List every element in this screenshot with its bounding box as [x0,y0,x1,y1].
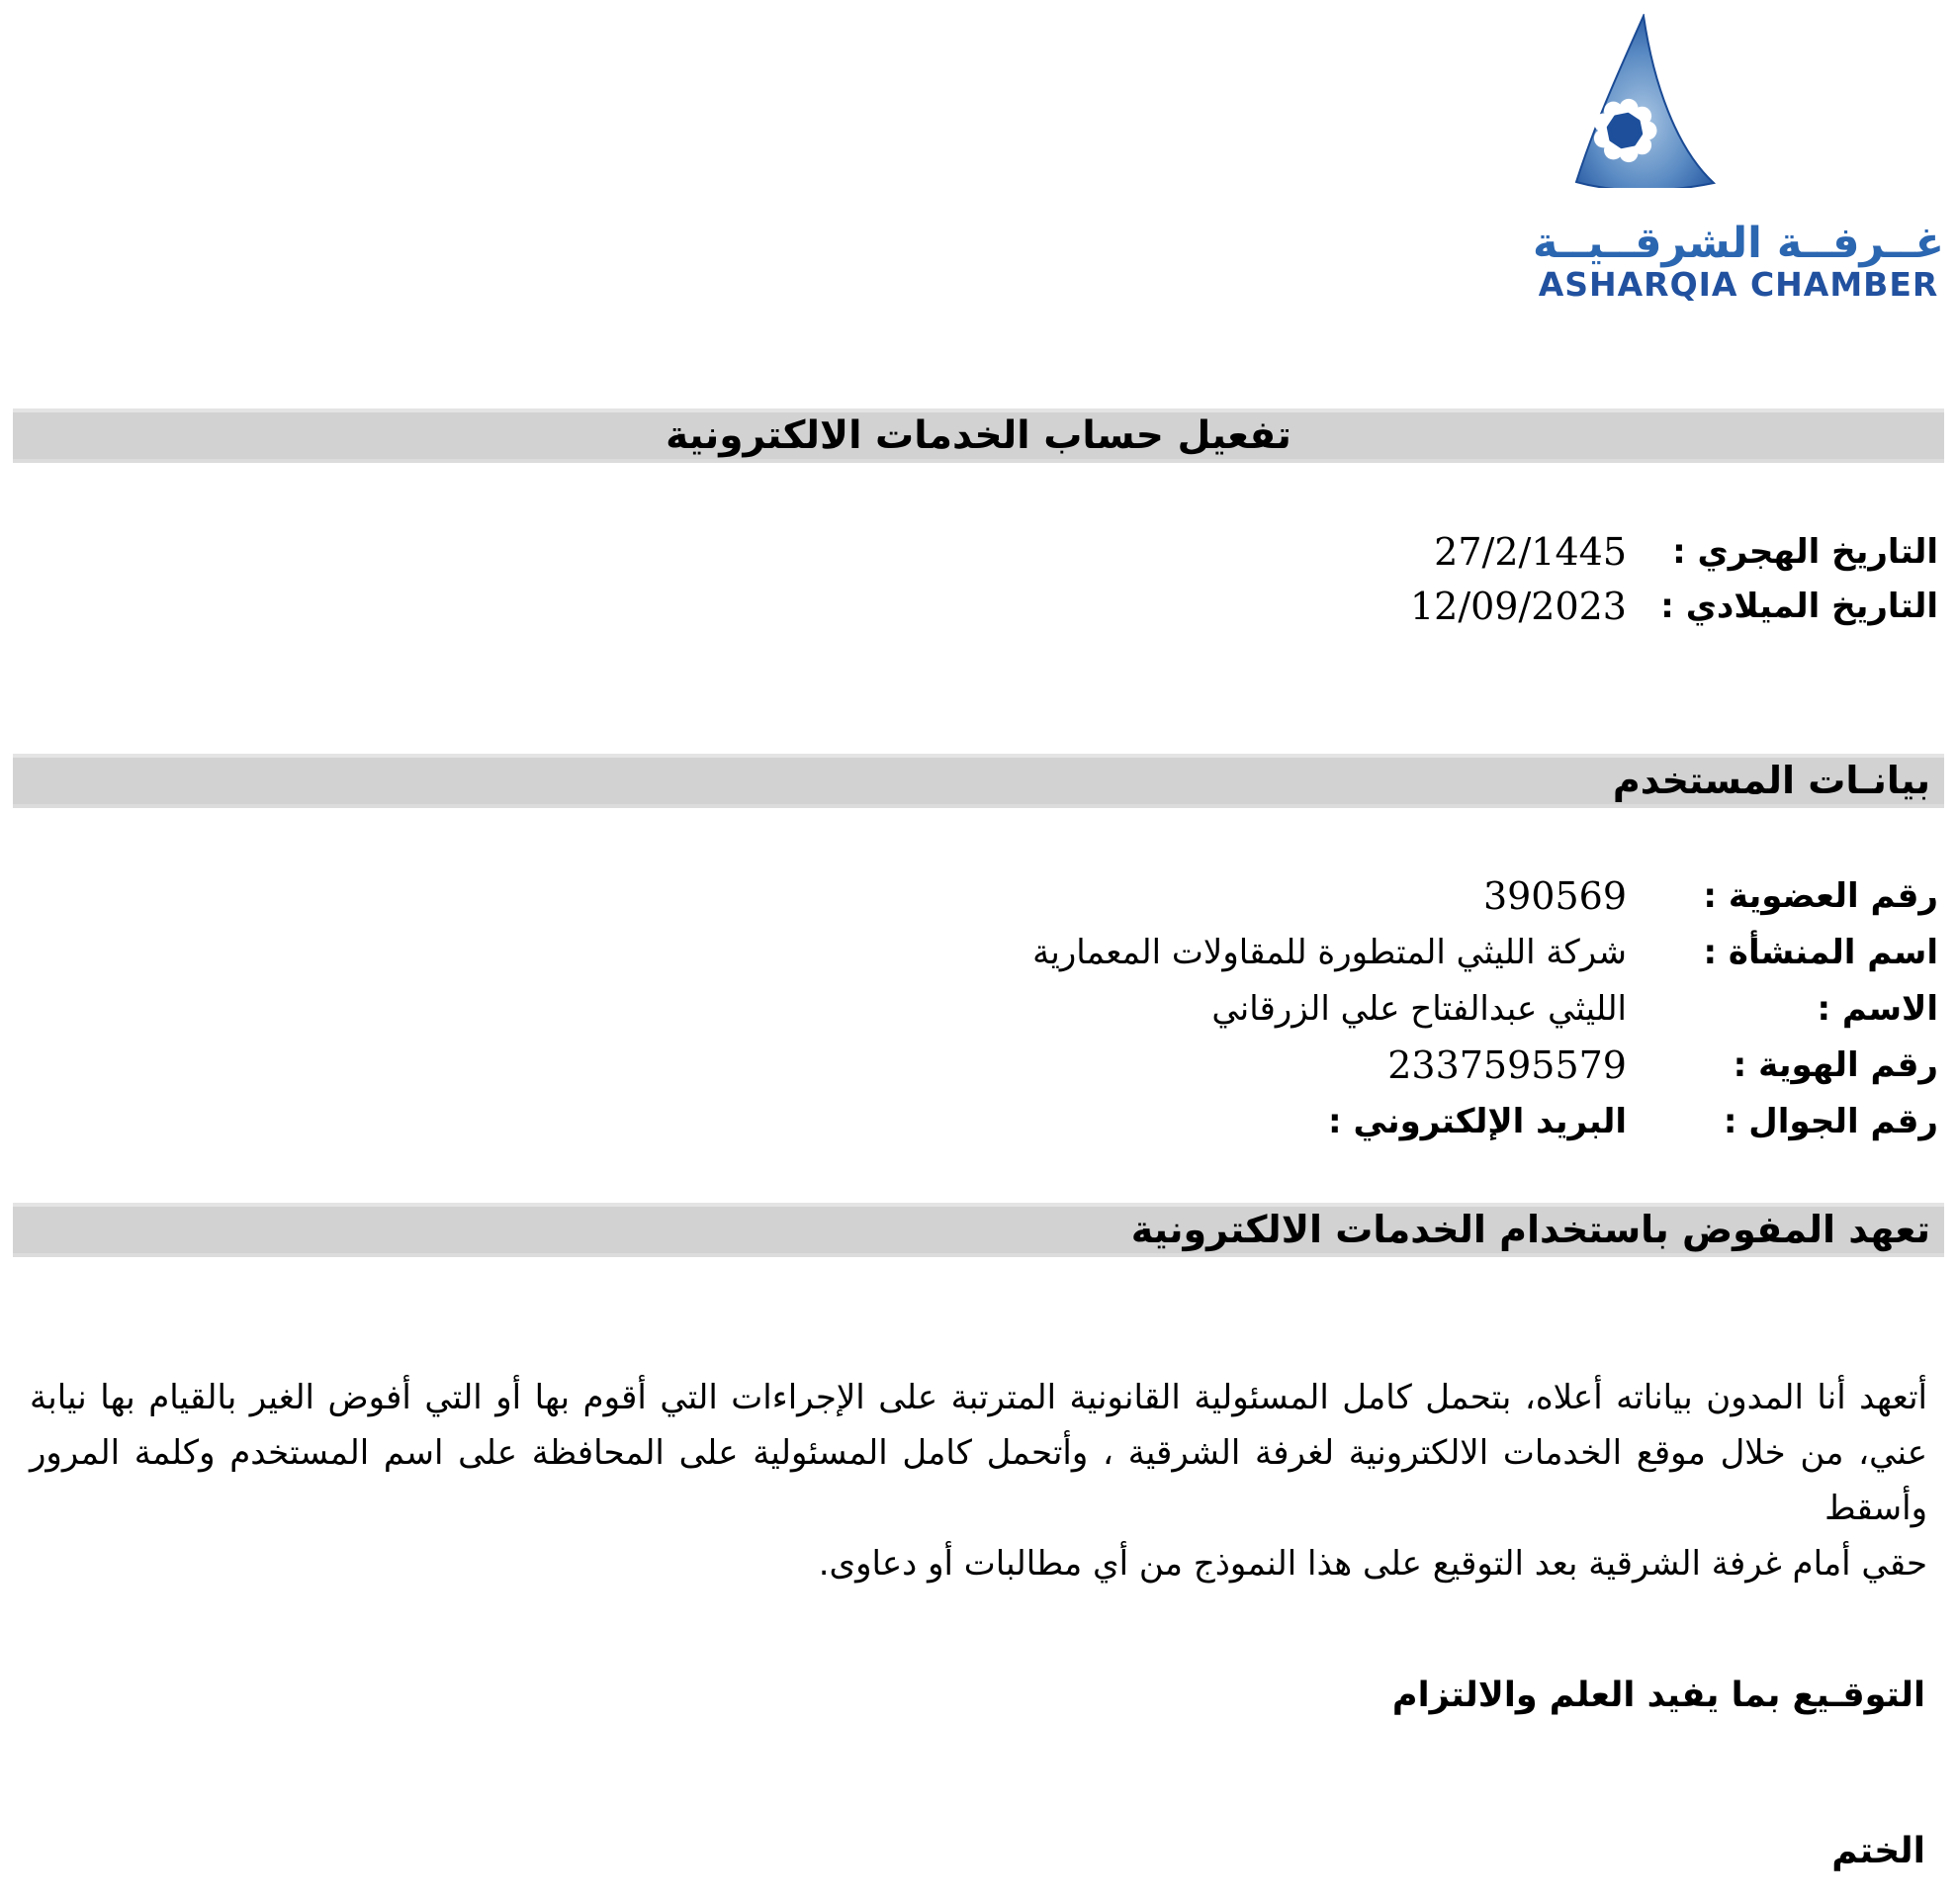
establishment-name-label: اسم المنشأة : [1703,933,1938,972]
membership-number-label: رقم العضوية : [1703,876,1938,916]
dates-block [19,525,1938,634]
hijri-date-label: التاريخ الهجري : [1672,532,1938,572]
pledge-line: أتعهد أنا المدون بياناته أعلاه، بتحمل كامل المسئولية القانونية المترتبة على الإجراءات التي أقوم بها أو التي أفوض الغير بالقيام بها نيابة [30,1378,1927,1417]
sail-logo-icon [1574,14,1716,188]
establishment-name-value: شركة الليثي المتطورة للمقاولات المعمارية [1032,933,1627,972]
page-title: تفعيل حساب الخدمات الالكترونية [666,413,1291,458]
email-label: البريد الإلكتروني : [1328,1102,1627,1141]
name-value: الليثي عبدالفتاح علي الزرقاني [1211,989,1627,1029]
signature-instruction: التوقـيع بما يفيد العلم والالتزام [1391,1676,1925,1715]
hijri-date-value: 27/2/1445 [1434,530,1627,574]
chamber-logo [1526,14,1951,302]
document-title-bar [13,408,1944,463]
pledge-section-title: تعهد المفوض باستخدام الخدمات الالكترونية [1130,1208,1930,1251]
membership-number-row [19,868,1938,925]
mobile-and-email-row [19,1094,1938,1150]
chamber-arabic-name: غــرفــة الشرقــيــة [1532,219,1945,268]
id-number-value: 2337595579 [1387,1043,1627,1087]
name-row [19,981,1938,1038]
chamber-english-name: ASHARQIA CHAMBER [1538,265,1939,304]
name-label: الاسم : [1817,989,1938,1029]
id-number-row [19,1038,1938,1094]
stamp-label: الختم [1831,1831,1925,1871]
establishment-name-row [19,925,1938,981]
pledge-section-bar [13,1203,1944,1257]
hijri-date-row [19,525,1938,580]
user-data-fields [19,868,1938,1150]
pledge-line: حقي أمام غرفة الشرقية بعد التوقيع على هذا النموذج من أي مطالبات أو دعاوى. [818,1544,1927,1584]
gregorian-date-row [19,580,1938,634]
mobile-number-label: رقم الجوال : [1723,1102,1938,1141]
membership-number-value: 390569 [1482,874,1627,918]
gregorian-date-label: التاريخ الميلادي : [1660,587,1938,626]
user-data-section-bar [13,754,1944,808]
gregorian-date-value: 12/09/2023 [1409,585,1627,628]
pledge-line: عني، من خلال موقع الخدمات الالكترونية لغرفة الشرقية ، وأتحمل كامل المسئولية على المحافظة على اسم المستخدم وكلمة المرور وأسقط [30,1433,1927,1528]
user-data-section-title: بيانـات المستخدم [1612,759,1930,802]
pledge-paragraph [30,1370,1927,1591]
id-number-label: رقم الهوية : [1733,1045,1938,1085]
